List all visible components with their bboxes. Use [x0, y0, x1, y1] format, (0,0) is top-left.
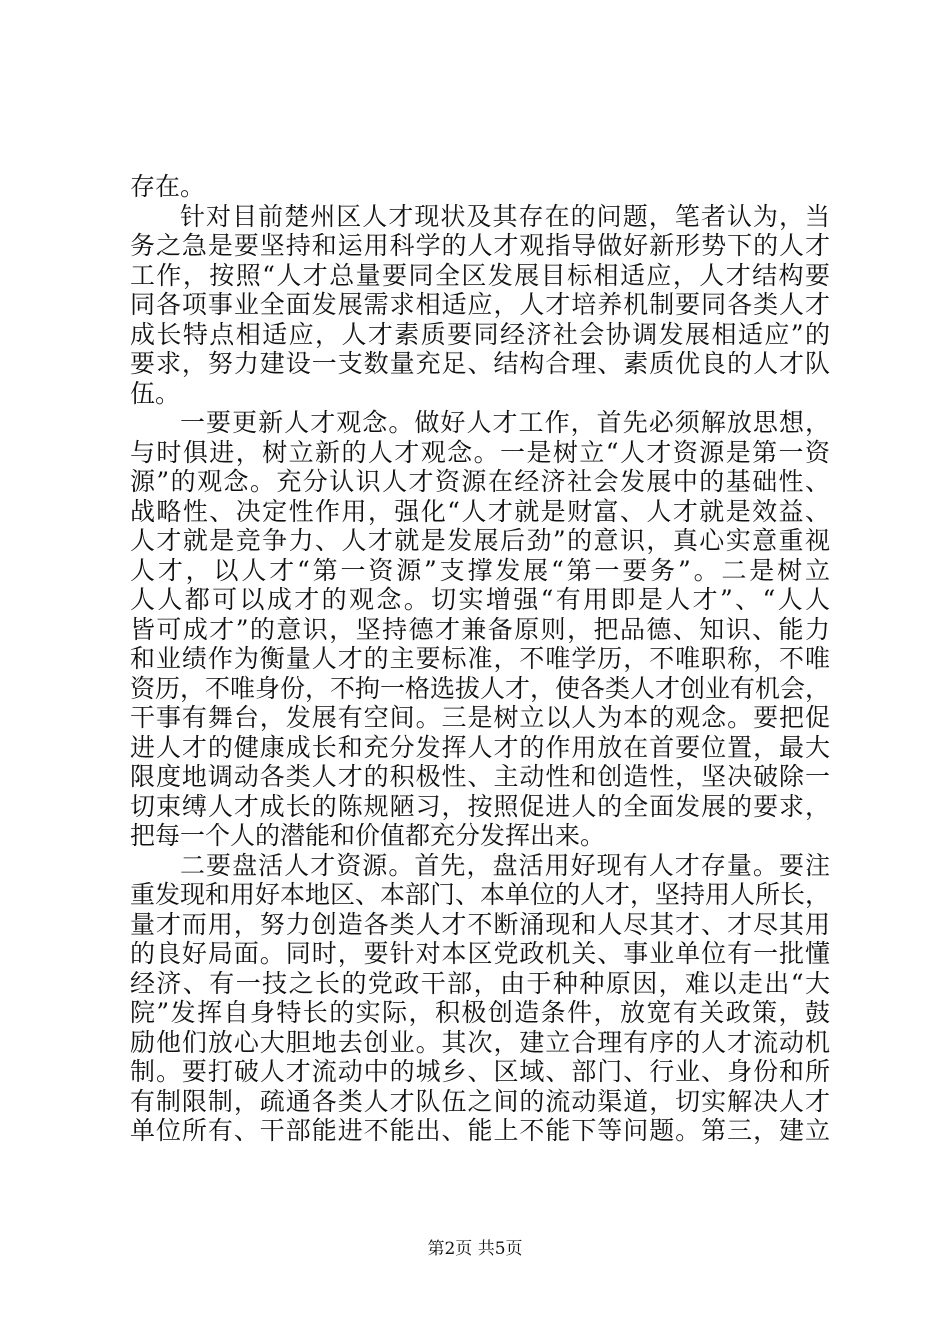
text-line: 经济、有一技之长的党政干部，由于种种原因，难以走出“大: [130, 968, 830, 998]
text-line: 切束缚人才成长的陈规陋习，按照促进人的全面发展的要求，: [130, 791, 830, 821]
text-line: 的良好局面。同时，要针对本区党政机关、事业单位有一批懂: [130, 939, 830, 968]
text-line: 限度地调动各类人才的积极性、主动性和创造性，坚决破除一: [130, 762, 830, 791]
text-line: 皆可成才”的意识，坚持德才兼备原则，把品德、知识、能力: [130, 614, 830, 644]
text-line: 干事有舞台，发展有空间。三是树立以人为本的观念。要把促: [130, 703, 830, 732]
text-line: 工作，按照“人才总量要同全区发展目标相适应，人才结构要: [130, 260, 830, 290]
text-line: 二要盘活人才资源。首先，盘活用好现有人才存量。要注: [180, 850, 830, 880]
text-line: 有制限制，疏通各类人才队伍之间的流动渠道，切实解决人才: [130, 1086, 830, 1116]
text-line: 与时俱进，树立新的人才观念。一是树立“人才资源是第一资: [130, 437, 830, 467]
text-line: 重发现和用好本地区、本部门、本单位的人才，坚持用人所长，: [130, 880, 831, 909]
text-line: 单位所有、干部能进不能出、能上不能下等问题。第三，建立: [130, 1116, 830, 1145]
text-line: 要求，努力建设一支数量充足、结构合理、素质优良的人才队: [130, 349, 830, 378]
text-line: 量才而用，努力创造各类人才不断涌现和人尽其才、才尽其用: [130, 909, 830, 939]
text-line: 进人才的健康成长和充分发挥人才的作用放在首要位置，最大: [130, 732, 830, 762]
text-line: 同各项事业全面发展需求相适应，人才培养机制要同各类人才: [130, 290, 830, 319]
text-line: 战略性、决定性作用，强化“人才就是财富、人才就是效益、: [130, 496, 830, 526]
text-line: 伍。: [130, 378, 181, 408]
text-line: 成长特点相适应，人才素质要同经济社会协调发展相适应”的: [130, 319, 830, 349]
text-line: 一要更新人才观念。做好人才工作，首先必须解放思想，: [180, 408, 830, 437]
text-line: 务之急是要坚持和运用科学的人才观指导做好新形势下的人才: [130, 231, 830, 260]
text-line: 励他们放心大胆地去创业。其次，建立合理有序的人才流动机: [130, 1027, 830, 1057]
text-line: 资历，不唯身份，不拘一格选拔人才，使各类人才创业有机会，: [130, 673, 831, 703]
text-line: 人人都可以成才的观念。切实增强“有用即是人才”、“人人: [130, 585, 830, 614]
text-line: 源”的观念。充分认识人才资源在经济社会发展中的基础性、: [130, 467, 830, 496]
text-line: 制。要打破人才流动中的城乡、区域、部门、行业、身份和所: [130, 1057, 830, 1086]
text-line: 院”发挥自身特长的实际，积极创造条件，放宽有关政策，鼓: [130, 998, 830, 1027]
text-line: 人才就是竞争力、人才就是发展后劲”的意识，真心实意重视: [130, 526, 830, 555]
text-line: 把每一个人的潜能和价值都充分发挥出来。: [130, 821, 606, 850]
text-line: 和业绩作为衡量人才的主要标准，不唯学历，不唯职称，不唯: [130, 644, 830, 673]
text-line: 人才，以人才“第一资源”支撑发展“第一要务”。二是树立: [130, 555, 830, 585]
page-number-footer: 第2页 共5页: [427, 1239, 523, 1259]
text-line: 存在。: [130, 172, 206, 201]
text-line: 针对目前楚州区人才现状及其存在的问题，笔者认为，当: [180, 201, 830, 231]
